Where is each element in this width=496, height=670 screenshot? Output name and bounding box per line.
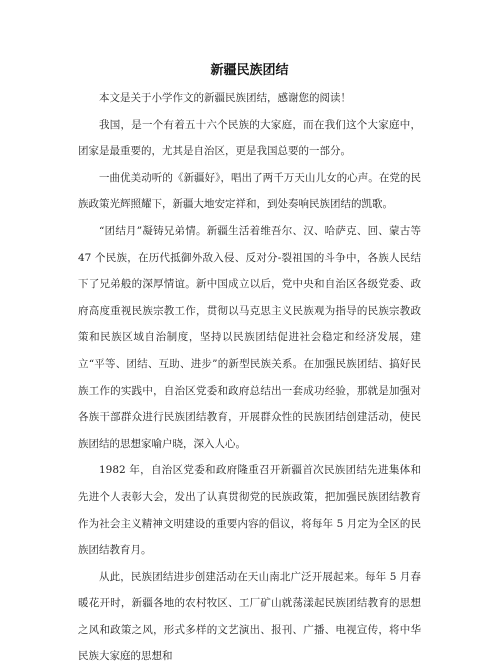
paragraph-1982: 1982 年，自治区党委和政府隆重召开新疆首次民族团结先进集体和先进个人表彰大会，发出了认真贯彻党的民族政策，把加强民族团结教育作为社会主义精神文明建设的重要内容的倡议，将每年 5 月定为全区的民族团结教育月。 (78, 464, 421, 557)
paragraph-family: 我国，是一个有着五十六个民族的大家庭，而在我们这个大家庭中，团家是最重要的，尤其是自治区，更是我国总要的一部分。 (78, 118, 421, 158)
paragraph-song: 一曲优美动听的《新疆好》，唱出了两千万天山儿女的心声。在党的民族政策光辉照耀下，新疆大地安定祥和，到处奏响民族团结的凯歌。 (78, 171, 421, 211)
document-title: 新疆民族团结 (210, 63, 289, 78)
paragraph-unity-month: “团结月”凝铸兄弟情。新疆生活着维吾尔、汉、哈萨克、回、蒙古等 47 个民族，在历代抵御外敌入侵、反对分-裂祖国的斗争中，各族人民结下了兄弟般的深厚情谊。新中国成立以后，党中央和自治区各级党委、政府高度重视民族宗教工作，贯彻以马克思主义民族观为指导的民族宗教政策和民族区域自治制度，坚持以民族团结促进社会稳定和经济发展，建立“平等、团结、互助、进步”的新型民族关系。在加强民族团结、搞好民族工作的实践中，自治区党委和政府总结出一套成功经验，那就是加强对各族干部群众进行民族团结教育，开展群众性的民族团结创建活动，使民族团结的思想家喻户晓，深入人心。 (78, 224, 421, 450)
paragraph-intro: 本文是关于小学作文的新疆民族团结，感谢您的阅读！ (99, 92, 351, 104)
paragraph-activities: 从此，民族团结进步创建活动在天山南北广泛开展起来。每年 5 月春暖花开时，新疆各地的农村牧区、工厂矿山就荡漾起民族团结教育的思想之风和政策之风，形式多样的文艺演出、报刊、广播、电视宣传，将中华民族大家庭的思想和 (78, 570, 421, 663)
